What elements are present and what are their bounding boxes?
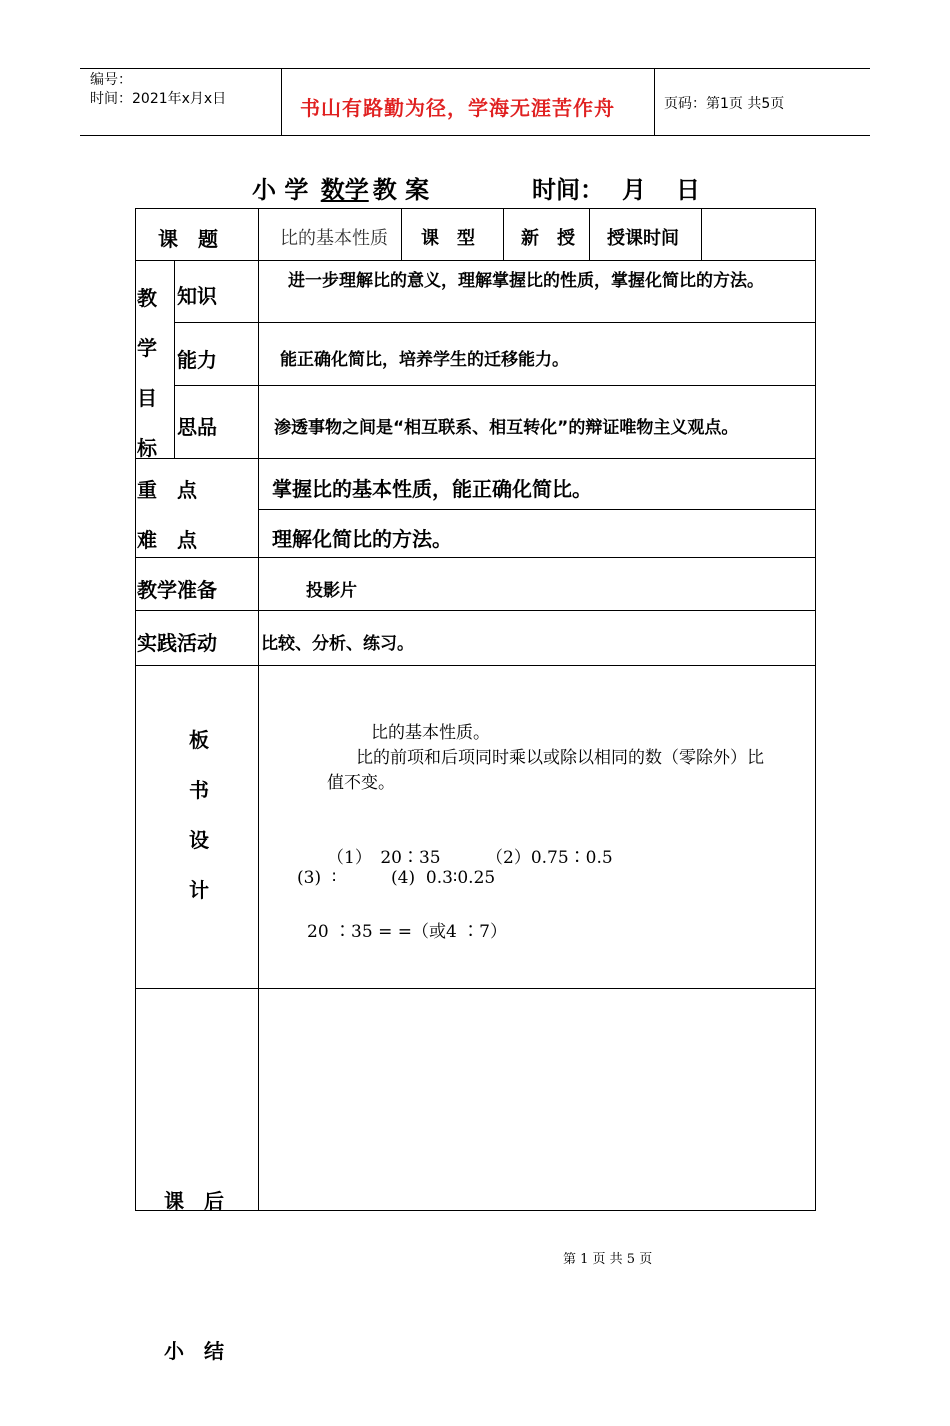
difficulty-value: 理解化简比的方法。 [272, 527, 452, 551]
board-example-3: (3) ∶ [297, 868, 337, 888]
table-border [135, 665, 816, 666]
board-example-2: （2）0.75∶0.5 [486, 848, 613, 868]
board-label-char: 书 [189, 778, 209, 802]
moral-label: 思品 [177, 415, 217, 439]
type-label: 课 型 [421, 228, 475, 249]
header-divider [654, 68, 655, 136]
goals-label-char: 学 [137, 336, 157, 360]
type-value: 新 授 [521, 228, 575, 249]
board-rule-line2: 值不变。 [327, 773, 395, 793]
key-point-label: 重 点 [137, 478, 197, 502]
knowledge-value: 进一步理解比的意义，理解掌握比的性质，掌握化简比的方法。 [288, 271, 764, 291]
board-design-label [189, 715, 209, 915]
goals-label-char: 标 [137, 436, 157, 460]
title-suffix: 教 案 [372, 176, 430, 204]
table-border [258, 509, 816, 510]
ability-label: 能力 [177, 348, 217, 372]
board-rule-line1: 比的前项和后项同时乘以或除以相同的数（零除外）比 [356, 748, 764, 768]
knowledge-label: 知识 [177, 284, 217, 308]
goals-label [137, 273, 157, 473]
board-label-char: 设 [189, 828, 209, 852]
header-motto: 书山有路勤为径，学海无涯苦作舟 [300, 96, 615, 120]
table-border [135, 610, 816, 611]
table-border [401, 208, 402, 260]
topic-label: 课 题 [158, 227, 218, 251]
board-solution: 20 ∶35 = =（或4 ∶7） [307, 922, 507, 942]
table-border [135, 208, 816, 209]
table-border [589, 208, 590, 260]
difficulty-label: 难 点 [137, 528, 197, 552]
header-bottom-rule [80, 135, 870, 136]
board-label-char: 板 [189, 728, 209, 752]
summary-label-line: 课 后 [164, 1189, 224, 1213]
footer-page-number: 第 1 页 共 5 页 [563, 1252, 653, 1267]
title-subject: 数学 [320, 176, 369, 204]
class-time-label: 授课时间 [607, 228, 679, 249]
doc-number-label: 编号： [90, 72, 132, 88]
header-divider [281, 68, 282, 136]
table-border [135, 988, 816, 989]
ability-value: 能正确化简比，培养学生的迁移能力。 [280, 350, 569, 370]
table-border [135, 208, 136, 1211]
table-border [258, 208, 259, 1211]
practice-value: 比较、分析、练习。 [261, 634, 414, 654]
summary-label-line: 小 结 [164, 1339, 224, 1363]
table-border [174, 260, 175, 458]
board-label-char: 计 [189, 878, 209, 902]
summary-label [164, 1076, 224, 1426]
moral-value: 渗透事物之间是“相互联系、相互转化”的辩证唯物主义观点。 [274, 418, 739, 438]
key-point-value: 掌握比的基本性质，能正确化简比。 [272, 477, 592, 501]
title-time-label: 时间： [532, 176, 604, 204]
board-example-1: （1） 20∶35 [327, 848, 441, 868]
table-border [174, 322, 816, 323]
table-border [503, 208, 504, 260]
page-title [252, 170, 429, 205]
table-border [135, 260, 816, 261]
prep-label: 教学准备 [137, 578, 217, 602]
goals-label-char: 目 [137, 386, 157, 410]
doc-time-label: 时间：2021年x月x日 [90, 91, 227, 107]
table-border [135, 557, 816, 558]
table-border [135, 458, 816, 459]
title-prefix: 小 学 [252, 176, 317, 204]
prep-value: 投影片 [306, 581, 357, 601]
header-top-rule [80, 68, 870, 69]
board-heading: 比的基本性质。 [371, 723, 490, 743]
topic-value: 比的基本性质 [280, 228, 388, 249]
board-example-4: (4) 0.3∶0.25 [391, 868, 496, 888]
summary-value[interactable] [262, 995, 812, 1205]
table-border [135, 1210, 816, 1211]
table-border [701, 208, 702, 260]
header-page-label: 页码：第1页 共5页 [664, 96, 785, 112]
title-month: 月 [622, 176, 646, 204]
table-border [174, 385, 816, 386]
table-border [815, 208, 816, 1211]
practice-label: 实践活动 [137, 631, 217, 655]
goals-label-char: 教 [137, 286, 157, 310]
title-day: 日 [676, 176, 700, 204]
